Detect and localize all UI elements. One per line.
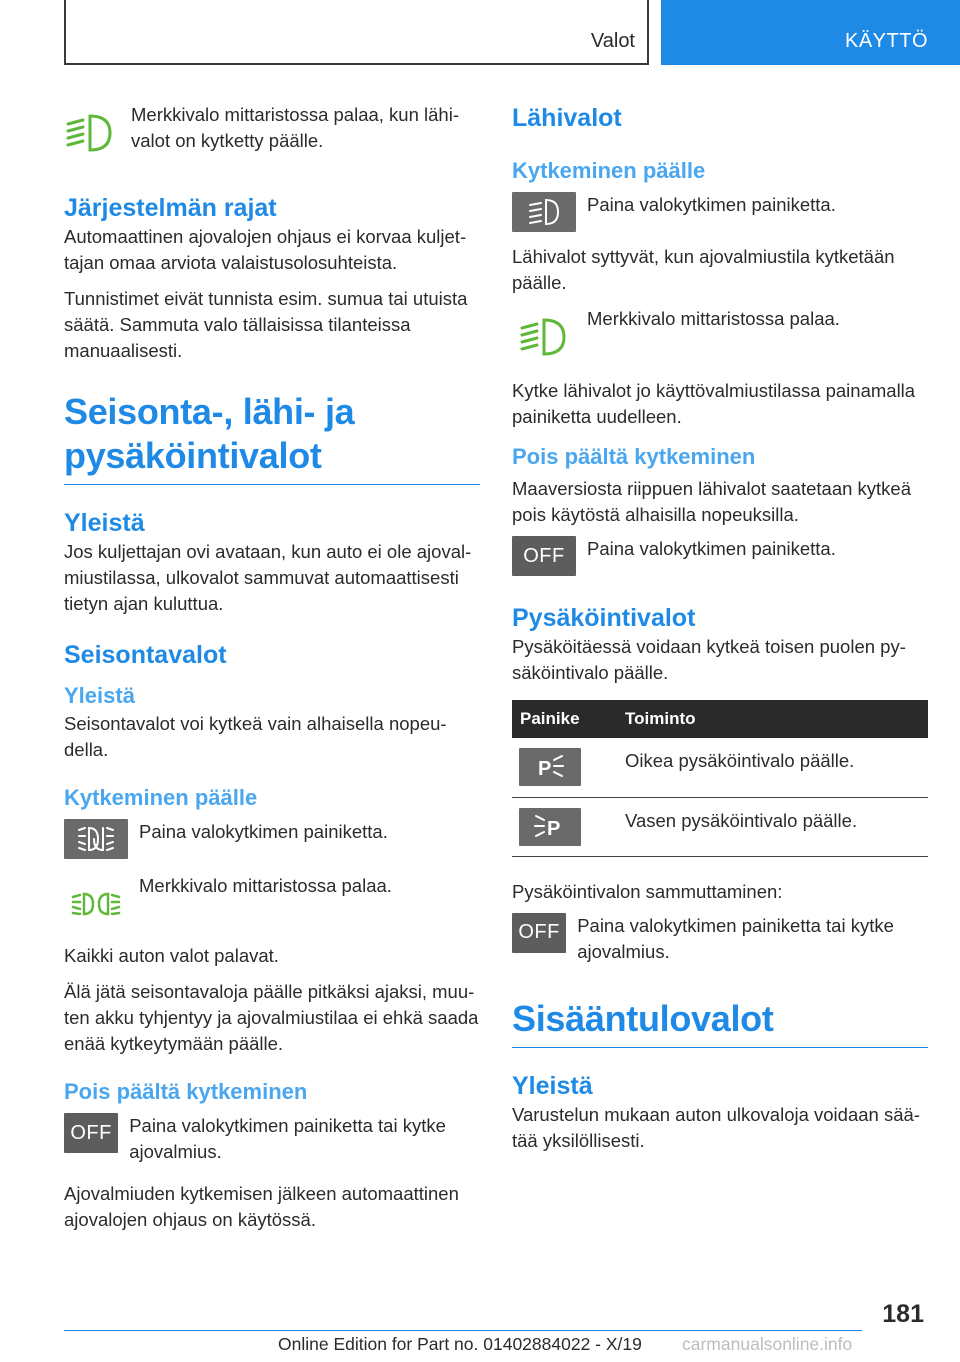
parkinglights-off-btn-text: Paina valokytkimen painiketta tai kytke ajovalmius. bbox=[577, 914, 894, 962]
welcome-paragraph: Varustelun mukaan auton ulkovaloja voidaan sää-tää yksilöllisesti. bbox=[512, 1103, 920, 1151]
all-lights-paragraph: Kaikki auton valot palavat. bbox=[64, 945, 279, 966]
parking-general-heading: Yleistä bbox=[64, 683, 135, 708]
parking-general-paragraph: Seisontavalot voi kytkeä vain alhaisella nopeu-della. bbox=[64, 713, 447, 760]
lowbeam-button-icon bbox=[512, 192, 576, 232]
warning-paragraph: Älä jätä seisontavaloja päälle pitkäksi ajaksi, muu-ten akku tyhjentyy ja ajovalmiustilaa ei ehkä saada enää kytkeytymään päälle. bbox=[64, 981, 479, 1054]
footer-rule bbox=[64, 1330, 862, 1331]
lowbeam-indicator-icon-right bbox=[512, 306, 576, 366]
header-section-box bbox=[64, 0, 649, 65]
lowbeam-on-btn-text: Paina valokytkimen painiketta. bbox=[587, 194, 836, 215]
lowbeam-off-heading: Pois päältä kytkeminen bbox=[512, 444, 756, 469]
header-section-label: Valot bbox=[590, 30, 635, 52]
page-number: 181 bbox=[882, 1300, 924, 1328]
parking-heading: Seisontavalot bbox=[64, 641, 227, 669]
lowbeam-indicator-row-right bbox=[512, 306, 928, 366]
lowbeam-indicator-text: Merkkivalo mittaristossa palaa, kun lähi-valot on kytketty päälle. bbox=[131, 104, 459, 151]
parking-light-left-icon bbox=[519, 808, 581, 846]
table-cell-icon bbox=[512, 738, 617, 797]
lowbeam-indicator-icon bbox=[64, 102, 116, 162]
table-cell-text: Vasen pysäköintivalo päälle. bbox=[617, 797, 928, 856]
parkinglights-paragraph: Pysäköitäessä voidaan kytkeä toisen puolen py-säköintivalo päälle. bbox=[512, 636, 906, 683]
table-row bbox=[512, 797, 928, 856]
left-column bbox=[64, 100, 480, 1233]
table-cell-icon bbox=[512, 797, 617, 856]
table-cell-text: Oikea pysäköintivalo päälle. bbox=[617, 738, 928, 797]
lowbeam-indicator-text-right: Merkkivalo mittaristossa palaa. bbox=[587, 308, 840, 329]
lowbeam-off-row bbox=[512, 536, 928, 576]
off-button-icon-parking bbox=[512, 913, 566, 953]
footer-edition: Online Edition for Part no. 01402884022 - X/19 bbox=[278, 1334, 642, 1354]
limits-paragraph-2: Tunnistimet eivät tunnista esim. sumua tai utuista säätä. Sammuta valo tällaisissa tilanteissa manuaalisesti. bbox=[64, 288, 468, 361]
parking-on-btn-text: Paina valokytkimen painiketta. bbox=[139, 821, 388, 842]
lowbeam-on-heading: Kytkeminen päälle bbox=[512, 158, 706, 183]
off-button-label: OFF bbox=[70, 1121, 112, 1144]
watermark-text: carmanualsonline.info bbox=[682, 1334, 853, 1354]
header-chapter-tab bbox=[661, 0, 960, 65]
limits-paragraph-1: Automaattinen ajovalojen ohjaus ei korvaa kuljet-tajan omaa arviota valaistusolosuhteista. bbox=[64, 226, 467, 273]
parking-indicator-row bbox=[64, 873, 480, 935]
off-button-label-right: OFF bbox=[523, 544, 565, 567]
right-column bbox=[512, 100, 928, 1154]
parkinglights-heading: Pysäköintivalot bbox=[512, 604, 696, 632]
off-button-icon bbox=[64, 1113, 118, 1153]
main-heading: Seisonta-, lähi- ja pysäköintivalot bbox=[64, 390, 480, 485]
parking-off-row bbox=[64, 1113, 480, 1165]
lowbeam-on-paragraph: Lähivalot syttyvät, kun ajovalmiustila kytketään päälle. bbox=[512, 246, 895, 293]
limits-heading: Järjestelmän rajat bbox=[64, 194, 277, 222]
table-header-function: Toiminto bbox=[617, 700, 928, 738]
parkinglights-off-row bbox=[512, 913, 928, 965]
parking-on-row bbox=[64, 819, 480, 859]
table-row bbox=[512, 738, 928, 797]
lowbeam-heading: Lähivalot bbox=[512, 104, 622, 132]
parking-indicator-icon bbox=[64, 873, 128, 935]
svg-text:P: P bbox=[538, 758, 552, 780]
general-heading: Yleistä bbox=[64, 509, 145, 537]
lowbeam-again-paragraph: Kytke lähivalot jo käyttövalmiustilassa painamalla painiketta uudelleen. bbox=[512, 380, 916, 427]
welcome-heading: Sisääntulovalot bbox=[512, 997, 928, 1048]
parking-off-btn-text: Paina valokytkimen painiketta tai kytke ajovalmius. bbox=[129, 1115, 446, 1162]
lowbeam-indicator-row bbox=[64, 102, 480, 162]
off-button-icon-right bbox=[512, 536, 576, 576]
parking-light-button-icon bbox=[64, 819, 128, 859]
lowbeam-off-paragraph: Maaversiosta riippuen lähivalot saatetaan kytkeä pois käytöstä alhaisilla nopeuksilla. bbox=[512, 478, 912, 525]
header-chapter-label: KÄYTTÖ bbox=[844, 30, 928, 52]
lowbeam-off-btn-text: Paina valokytkimen painiketta. bbox=[587, 538, 836, 559]
lowbeam-on-row bbox=[512, 192, 928, 232]
off-button-label-parking: OFF bbox=[518, 921, 560, 943]
table-header-row bbox=[512, 700, 928, 738]
parking-light-right-icon bbox=[519, 748, 581, 786]
svg-text:P: P bbox=[547, 817, 561, 840]
parking-off-heading: Pois päältä kytkeminen bbox=[64, 1079, 308, 1104]
parking-on-heading: Kytkeminen päälle bbox=[64, 785, 258, 810]
table-header-button: Painike bbox=[512, 700, 617, 738]
after-paragraph: Ajovalmiuden kytkemisen jälkeen automaattinen ajovalojen ohjaus on käytössä. bbox=[64, 1183, 459, 1230]
general-paragraph: Jos kuljettajan ovi avataan, kun auto ei ole ajoval-miustilassa, ulkovalot sammuvat automaattisesti tietyn ajan kuluttua. bbox=[64, 541, 472, 614]
parkinglights-table bbox=[512, 700, 928, 857]
parking-indicator-text: Merkkivalo mittaristossa palaa. bbox=[139, 875, 392, 896]
welcome-general-heading: Yleistä bbox=[512, 1071, 593, 1100]
parkinglights-off-paragraph: Pysäköintivalon sammuttaminen: bbox=[512, 880, 783, 902]
